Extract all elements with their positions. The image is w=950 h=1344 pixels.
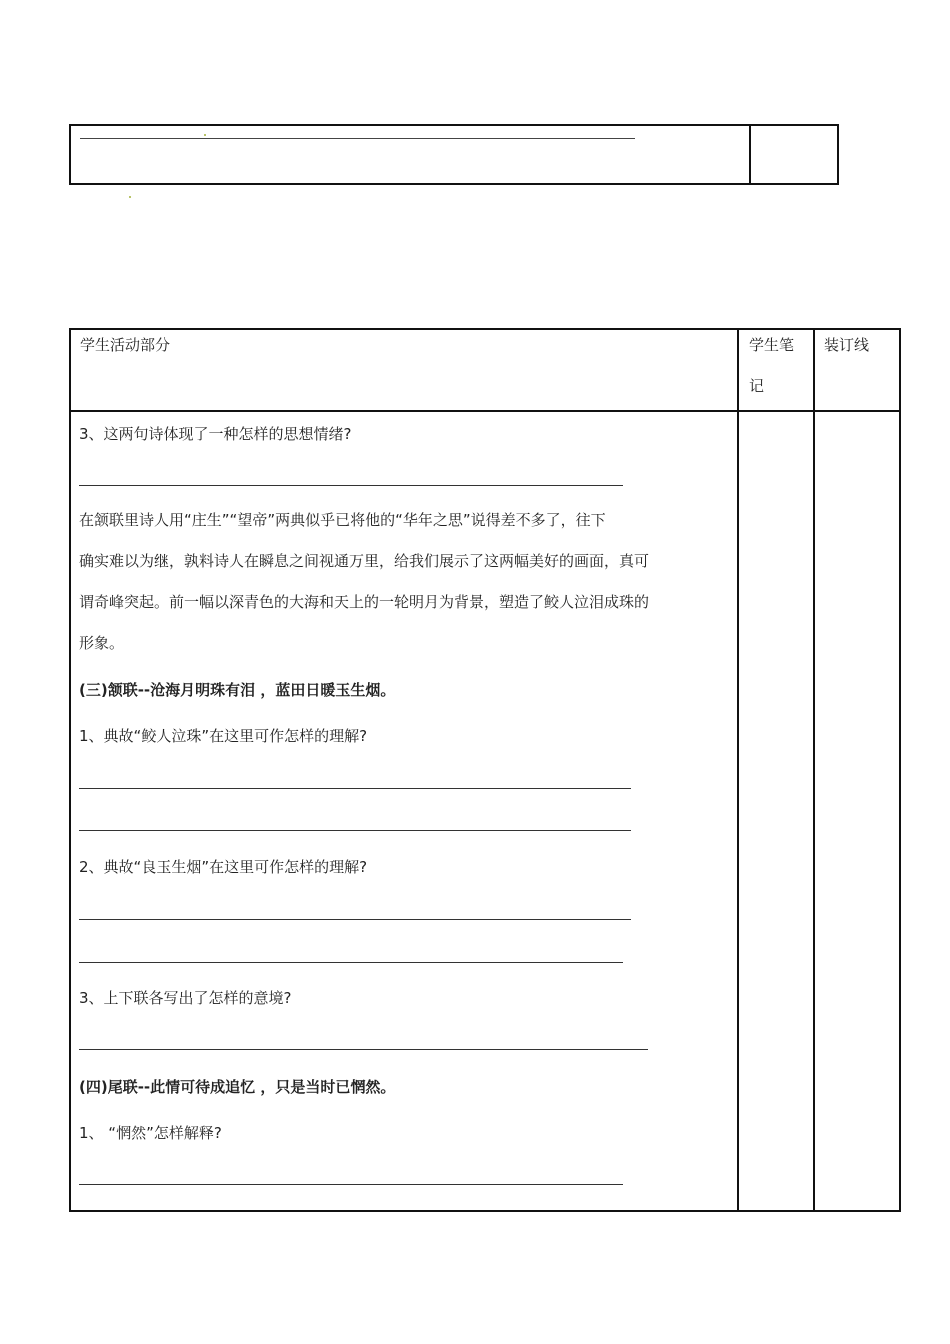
paragraph-line: 在颔联里诗人用“庄生”“望帝”两典似乎已将他的“华年之思”说得差不多了，往下 [79, 511, 606, 529]
section-3-title: (三)颔联--沧海月明珠有泪 ，蓝田日暖玉生烟。 [79, 681, 396, 699]
section-3-question-2: 2、典故“良玉生烟”在这里可作怎样的理解? [79, 858, 368, 876]
answer-line [79, 1184, 623, 1185]
question-3: 3、这两句诗体现了一种怎样的思想情绪? [79, 425, 352, 443]
header-activity: 学生活动部分 [80, 336, 171, 354]
top-box-rule [80, 138, 635, 139]
answer-line [79, 1049, 648, 1050]
section-3-question-3: 3、上下联各写出了怎样的意境? [79, 989, 292, 1007]
answer-line [79, 830, 631, 831]
section-3-question-1: 1、典故“鲛人泣珠”在这里可作怎样的理解? [79, 727, 368, 745]
answer-line [79, 962, 623, 963]
paragraph-line: 谓奇峰突起。前一幅以深青色的大海和天上的一轮明月为背景，塑造了鲛人泣泪成珠的 [79, 593, 650, 611]
stray-mark [204, 134, 206, 136]
commentary-paragraph [79, 500, 719, 664]
top-header-box [69, 124, 839, 185]
paragraph-line: 形象。 [79, 634, 125, 652]
stray-mark [129, 196, 131, 198]
answer-line [79, 919, 631, 920]
column-divider [813, 330, 815, 1210]
answer-line [79, 788, 631, 789]
paragraph-line: 确实难以为继，孰料诗人在瞬息之间视通万里，给我们展示了这两幅美好的画面，真可 [79, 552, 650, 570]
header-row-divider [71, 410, 899, 412]
header-notes: 学生笔 [749, 336, 795, 354]
column-divider [737, 330, 739, 1210]
section-4-question-1: 1、 “惘然”怎样解释? [79, 1124, 222, 1142]
header-binding: 装订线 [824, 336, 870, 354]
top-box-divider [749, 126, 751, 183]
section-4-title: (四)尾联--此情可待成追忆 ，只是当时已惘然。 [79, 1078, 396, 1096]
answer-line [79, 485, 623, 486]
header-notes-cont: 记 [749, 377, 765, 395]
